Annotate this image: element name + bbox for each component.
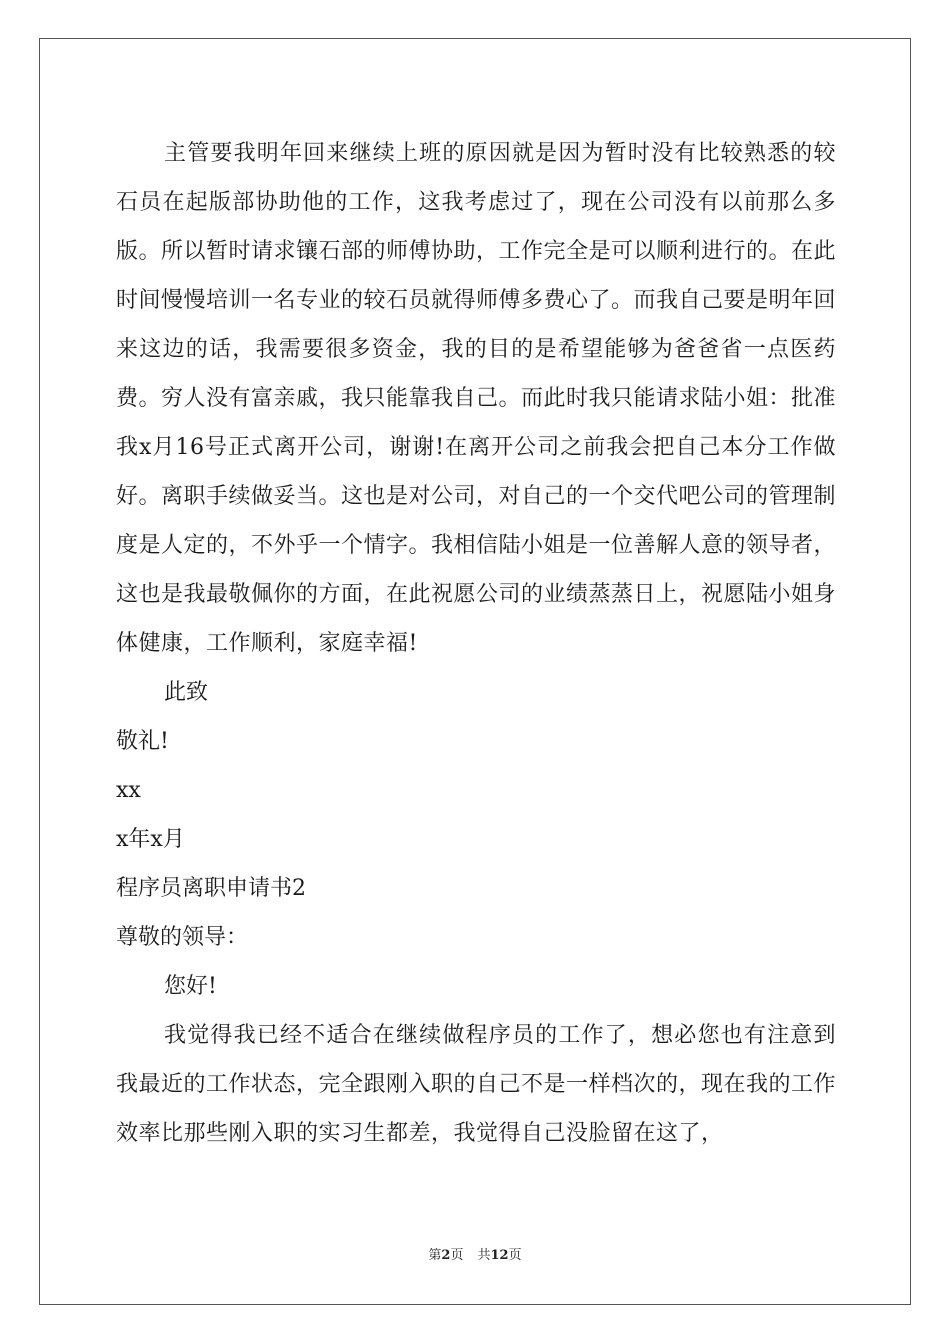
footer-current-page: 2 — [441, 1248, 451, 1263]
document-body — [116, 129, 836, 1158]
addressee: 尊敬的领导： — [116, 925, 249, 950]
footer-page-prefix: 第 — [428, 1248, 442, 1263]
date-line: x年x月 — [116, 827, 185, 852]
signature: xx — [116, 778, 141, 803]
footer-total-pages: 12 — [490, 1248, 509, 1263]
section-title: 程序员离职申请书2 — [116, 876, 306, 901]
paragraph-programmer-letter: 我觉得我已经不适合在继续做程序员的工作了，想必您也有注意到我最近的工作状态，完全跟刚入职的自己不是一样档次的，现在我的工作效率比那些刚入职的实习生都差，我觉得自己没脸留在这了， — [116, 1023, 837, 1146]
footer-total-prefix: 共 — [477, 1248, 491, 1263]
footer-total-unit: 页 — [508, 1248, 522, 1263]
salutation: 敬礼! — [116, 729, 169, 754]
closing-phrase: 此致 — [164, 680, 209, 705]
footer-page-unit: 页 — [450, 1248, 464, 1263]
greeting: 您好! — [164, 974, 217, 999]
page-footer — [0, 1247, 950, 1265]
paragraph-resignation-reason: 主管要我明年回来继续上班的原因就是因为暂时没有比较熟悉的较石员在起版部协助他的工作，这我考虑过了，现在公司没有以前那么多版。所以暂时请求镶石部的师傅协助，工作完全是可以顺利进行的。在此时间慢慢培训一名专业的较石员就得师傅多费心了。而我自己要是明年回来这边的话，我需要很多资金，我的目的是希望能够为爸爸省一点医药费。穷人没有富亲戚，我只能靠我自己。而此时我只能请求陆小姐：批准我x月16号正式离开公司，谢谢!在离开公司之前我会把自己本分工作做好。离职手续做妥当。这也是对公司，对自己的一个交代吧公司的管理制度是人定的，不外乎一个情字。我相信陆小姐是一位善解人意的领导者，这也是我最敬佩你的方面，在此祝愿公司的业绩蒸蒸日上，祝愿陆小姐身体健康，工作顺利，家庭幸福! — [116, 141, 837, 656]
